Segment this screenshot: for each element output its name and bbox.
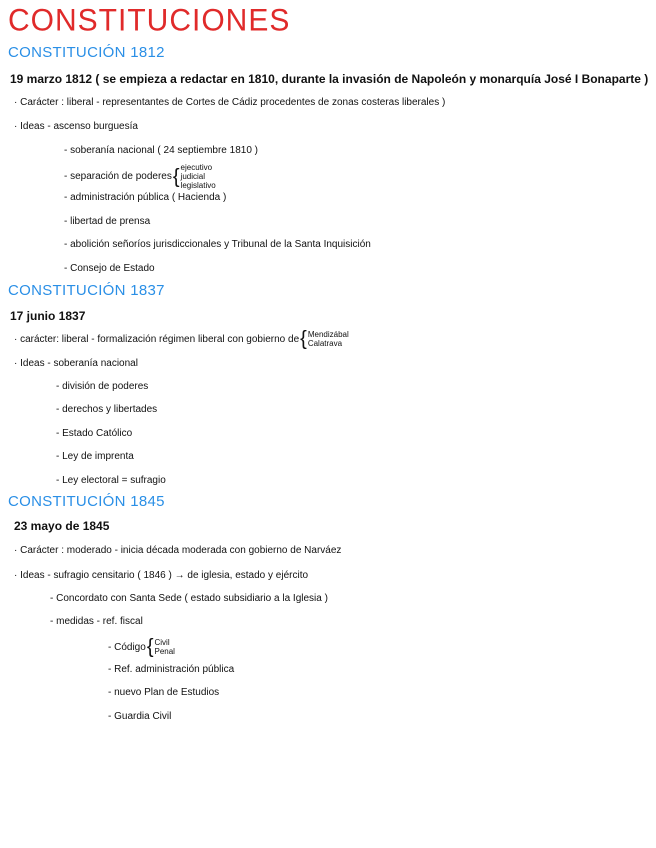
poderes-list — [181, 163, 216, 190]
heading-1837: CONSTITUCIÓN 1837 — [8, 282, 165, 299]
poder-item: ejecutivo — [180, 163, 213, 172]
page-title: CONSTITUCIONES — [8, 3, 291, 38]
brace-icon: { — [172, 165, 180, 188]
ideas-1812: · Ideas - ascenso burguesía — [14, 121, 138, 132]
separacion-group — [64, 163, 216, 190]
poder-item: judicial — [180, 172, 206, 181]
caracter-1837: · carácter: liberal - formalización régimen liberal con gobierno de — [14, 333, 300, 345]
heading-1812: CONSTITUCIÓN 1812 — [8, 44, 165, 61]
medidas-1845: - medidas - ref. fiscal — [50, 616, 143, 627]
gobierno-item: Calatrava — [307, 339, 343, 348]
ref-admin-1845: - Ref. administración pública — [108, 664, 235, 675]
consejo-1812: - Consejo de Estado — [64, 263, 155, 274]
libertad-1812: - libertad de prensa — [64, 216, 151, 227]
gobierno-item: Mendizábal — [307, 330, 349, 339]
heading-1845: CONSTITUCIÓN 1845 — [8, 493, 165, 510]
poder-item: legislativo — [180, 181, 216, 190]
codigo-item: Civil — [154, 638, 170, 647]
codigo-row — [108, 637, 175, 657]
electoral-1837: - Ley electoral = sufragio — [56, 475, 166, 486]
caracter-1837-group — [14, 329, 349, 349]
separacion-row — [64, 163, 216, 190]
ideas-1845: · Ideas - sufragio censitario ( 1846 ) → de iglesia, estado y ejército — [14, 570, 309, 581]
brace-icon: { — [146, 636, 154, 658]
administracion-1812: - administración pública ( Hacienda ) — [64, 192, 227, 203]
codigo-item: Penal — [154, 647, 175, 656]
concordato-1845: - Concordato con Santa Sede ( estado subsidiario a la Iglesia ) — [50, 593, 328, 604]
caracter-1812: · Carácter : liberal - representantes de Cortes de Cádiz procedentes de zonas costeras liberales ) — [14, 97, 446, 108]
caracter-1845: · Carácter : moderado - inicia década moderada con gobierno de Narváez — [14, 545, 342, 556]
guardia-1845: - Guardia Civil — [108, 711, 172, 722]
plan-1845: - nuevo Plan de Estudios — [108, 687, 220, 698]
imprenta-1837: - Ley de imprenta — [56, 451, 134, 462]
gobierno-list — [308, 330, 349, 348]
estado-1837: - Estado Católico — [56, 428, 133, 439]
date-1837: 17 junio 1837 — [10, 309, 86, 323]
abolicion-1812: - abolición señoríos jurisdiccionales y Tribunal de la Santa Inquisición — [64, 239, 371, 250]
soberania-1812: - soberanía nacional ( 24 septiembre 1810 ) — [64, 145, 259, 156]
derechos-1837: - derechos y libertades — [56, 404, 158, 415]
ideas-1837: · Ideas - soberanía nacional — [14, 358, 138, 369]
date-1812: 19 marzo 1812 ( se empieza a redactar en 1810, durante la invasión de Napoleón y monarquía José I Bonaparte ) — [10, 72, 649, 86]
codigos-list — [155, 638, 175, 656]
caracter-1837-row — [14, 329, 349, 349]
codigo-group — [108, 637, 175, 657]
brace-icon: { — [300, 328, 307, 350]
separacion-1812: - separación de poderes — [64, 171, 172, 182]
codigo-1845: - Código — [108, 641, 146, 653]
date-1845: 23 mayo de 1845 — [14, 519, 110, 533]
division-1837: - división de poderes — [56, 381, 149, 392]
